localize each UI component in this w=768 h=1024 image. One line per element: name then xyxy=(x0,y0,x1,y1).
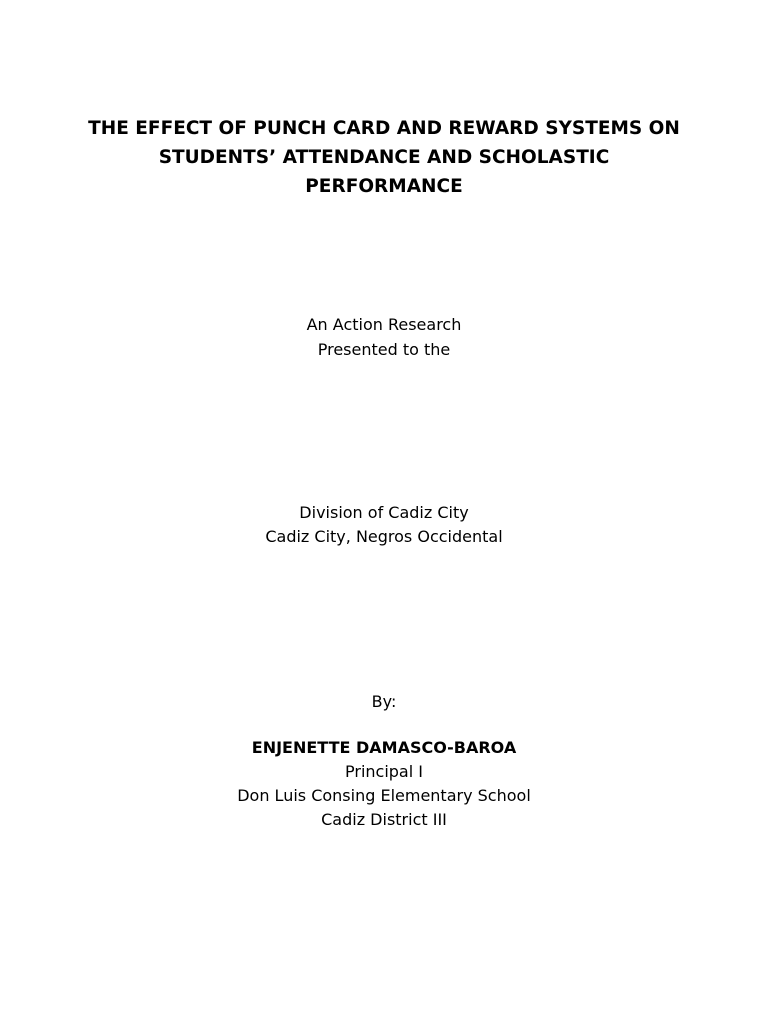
division-line-2: Cadiz City, Negros Occidental xyxy=(265,527,503,546)
author-position: Principal I xyxy=(345,762,423,781)
author-school: Don Luis Consing Elementary School xyxy=(237,786,531,805)
author-name: ENJENETTE DAMASCO-BAROA xyxy=(251,738,517,757)
division-info xyxy=(0,501,768,549)
title-line-1: THE EFFECT OF PUNCH CARD AND REWARD SYSTEMS ON xyxy=(88,118,680,139)
by-label xyxy=(0,690,768,714)
author-district: Cadiz District III xyxy=(321,810,447,829)
research-subtitle xyxy=(0,312,768,362)
document-title xyxy=(0,114,768,201)
author-info xyxy=(0,736,768,832)
title-line-3: PERFORMANCE xyxy=(305,176,463,197)
by-text: By: xyxy=(371,692,397,711)
subtitle-line-1: An Action Research xyxy=(306,315,462,334)
subtitle-line-2: Presented to the xyxy=(317,340,451,359)
division-line-1: Division of Cadiz City xyxy=(299,503,469,522)
title-line-2: STUDENTS’ ATTENDANCE AND SCHOLASTIC xyxy=(158,147,610,168)
